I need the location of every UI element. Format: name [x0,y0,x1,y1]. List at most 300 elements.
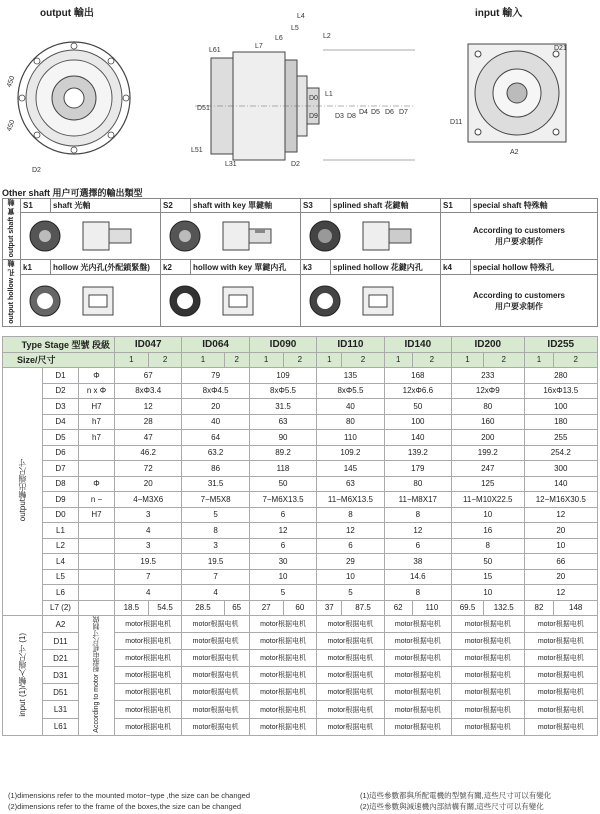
value-cell: 4−M3X6 [115,492,182,508]
table-row [3,554,598,570]
value-cell: 8xΦ5.5 [317,383,384,399]
k1-code: k1 [21,260,51,275]
value-cell: 63.2 [182,445,249,461]
row-name: D31 [43,667,79,684]
value-cell: 148 [554,600,598,616]
model-id200: ID200 [452,337,525,353]
value-cell: 4 [115,585,182,601]
value-cell: 12 [524,585,597,601]
stage-cell: 1 [182,352,224,368]
motor-cell: motor根据电机 [452,616,525,633]
row-unit: Φ [79,368,115,384]
value-cell: 65 [224,600,249,616]
table-row [3,585,598,601]
row-unit [79,585,115,601]
motor-cell: motor根据电机 [384,667,451,684]
motor-cell: motor根据电机 [182,650,249,667]
value-cell: 199.2 [452,445,525,461]
table-row [3,523,598,539]
motor-cell: motor根据电机 [524,701,597,718]
value-cell: 90 [249,430,316,446]
value-cell: 3 [115,507,182,523]
motor-cell: motor根据电机 [524,667,597,684]
table-row [3,461,598,477]
value-cell: 82 [524,600,554,616]
s4-name: special shaft 特殊軸 [471,199,598,213]
motor-cell: motor根据电机 [115,650,182,667]
value-cell: 8 [384,507,451,523]
stage-cell: 2 [224,352,249,368]
value-cell: 37 [317,600,342,616]
k2-name: hollow with key 單鍵内孔 [191,260,301,275]
value-cell: 63 [249,414,316,430]
motor-cell: motor根据电机 [524,718,597,735]
shaft-s2-image [161,212,301,259]
k3-name: splined hollow 花鍵内孔 [331,260,441,275]
row-unit [79,538,115,554]
value-cell: 8xΦ4.5 [182,383,249,399]
dim-d51: D51 [197,105,210,112]
value-cell: 87.5 [342,600,384,616]
motor-cell: motor根据电机 [384,718,451,735]
row-unit: H7 [79,507,115,523]
value-cell: 80 [317,414,384,430]
dim-l5: L5 [291,25,299,32]
motor-cell: motor根据电机 [249,718,316,735]
dim-45-a: 450 [5,75,17,89]
size-header: Size/尺寸 [3,352,115,368]
table-row-input [3,616,598,633]
value-cell: 4 [182,585,249,601]
value-cell: 300 [524,461,597,477]
row-unit: h7 [79,414,115,430]
stage-cell: 1 [452,352,484,368]
motor-cell: motor根据电机 [317,684,384,701]
k4-code: k4 [441,260,471,275]
value-cell: 54.5 [148,600,182,616]
motor-cell: motor根据电机 [182,667,249,684]
value-cell: 31.5 [249,399,316,415]
value-cell: 47 [115,430,182,446]
row-name: L2 [43,538,79,554]
dim-d9: D9 [309,113,318,120]
dim-d2-side: D2 [291,161,300,168]
row-name: D2 [43,383,79,399]
motor-cell: motor根据电机 [115,718,182,735]
s4-code: S1 [441,199,471,213]
value-cell: 139.2 [384,445,451,461]
value-cell: 4 [115,523,182,539]
value-cell: 16xΦ13.5 [524,383,597,399]
dim-a2: A2 [510,149,519,156]
row-unit [79,461,115,477]
value-cell: 255 [524,430,597,446]
value-cell: 3 [182,538,249,554]
model-id064: ID064 [182,337,249,353]
motor-cell: motor根据电机 [182,684,249,701]
value-cell: 12 [115,399,182,415]
value-cell: 46.2 [115,445,182,461]
value-cell: 27 [249,600,283,616]
dim-45-b: 450 [5,119,17,133]
motor-cell: motor根据电机 [249,667,316,684]
value-cell: 132.5 [483,600,524,616]
value-cell: 5 [317,585,384,601]
value-cell: 15 [452,569,525,585]
row-name: D11 [43,633,79,650]
value-cell: 8 [384,585,451,601]
motor-cell: motor根据电机 [249,650,316,667]
motor-cell: motor根据电机 [452,650,525,667]
other-shaft-table [2,198,598,327]
table-row [3,368,598,384]
row-name: D3 [43,399,79,415]
value-cell: 38 [384,554,451,570]
value-cell: 18.5 [115,600,149,616]
value-cell: 100 [524,399,597,415]
row-unit: H7 [79,399,115,415]
note-cn-2: (2)這些參數與減速機內部結構有關,這些尺寸可以有變化 [360,802,544,811]
value-cell: 110 [412,600,451,616]
value-cell: 5 [182,507,249,523]
motor-cell: motor根据电机 [384,616,451,633]
row-name: L4 [43,554,79,570]
value-cell: 8 [317,507,384,523]
row-name: D6 [43,445,79,461]
value-cell: 62 [384,600,412,616]
hollow-k2-image [161,275,301,327]
motor-cell: motor根据电机 [317,633,384,650]
table-row [3,414,598,430]
output-side-drawing [175,10,440,180]
row-name: D21 [43,650,79,667]
motor-cell: motor根据电机 [317,667,384,684]
dim-d11: D11 [450,119,463,126]
value-cell: 280 [524,368,597,384]
value-cell: 50 [249,476,316,492]
motor-cell: motor根据电机 [384,701,451,718]
motor-cell: motor根据电机 [182,718,249,735]
k4-name: special hollow 特殊孔 [471,260,598,275]
value-cell: 10 [524,538,597,554]
motor-cell: motor根据电机 [115,667,182,684]
value-cell: 80 [452,399,525,415]
row-name: D51 [43,684,79,701]
input-title: input 輸入 [475,8,523,19]
row-name: L7 (2) [43,600,79,616]
s2-code: S2 [161,199,191,213]
motor-cell: motor根据电机 [115,684,182,701]
dim-d0: D0 [309,95,318,102]
stage-cell: 1 [524,352,554,368]
motor-cell: motor根据电机 [115,616,182,633]
row-name: D0 [43,507,79,523]
notes-chinese [360,790,551,812]
motor-cell: motor根据电机 [524,684,597,701]
stage-cell: 2 [148,352,182,368]
row-unit [79,600,115,616]
output-group-label: output輸出端尺寸 [3,368,43,616]
model-id110: ID110 [317,337,384,353]
value-cell: 160 [452,414,525,430]
value-cell: 7−M6X13.5 [249,492,316,508]
value-cell: 50 [384,399,451,415]
dim-l61: L61 [209,47,221,54]
motor-cell: motor根据电机 [182,616,249,633]
dim-d8: D8 [347,113,356,120]
motor-cell: motor根据电机 [384,684,451,701]
motor-cell: motor根据电机 [452,667,525,684]
notes-english [8,790,250,812]
value-cell: 64 [182,430,249,446]
solid-customer-text: According to customers 用户要求制作 [441,212,598,259]
table-row [3,569,598,585]
value-cell: 7 [115,569,182,585]
dim-d2: D2 [32,167,41,174]
value-cell: 180 [524,414,597,430]
k2-code: k2 [161,260,191,275]
value-cell: 200 [452,430,525,446]
motor-cell: motor根据电机 [452,718,525,735]
value-cell: 125 [452,476,525,492]
row-unit [79,569,115,585]
hollow-shaft-label: output hollow 孔 軸 [3,260,21,327]
table-row [3,430,598,446]
model-id090: ID090 [249,337,316,353]
table-row [3,507,598,523]
dim-l4: L4 [297,13,305,20]
other-shaft-title: Other shaft 用户可選擇的輸出類型 [2,188,143,198]
s3-name: splined shaft 花鍵軸 [331,199,441,213]
value-cell: 29 [317,554,384,570]
value-cell: 6 [384,538,451,554]
value-cell: 3 [115,538,182,554]
motor-cell: motor根据电机 [384,633,451,650]
value-cell: 12xΦ9 [452,383,525,399]
row-name: L61 [43,718,79,735]
value-cell: 19.5 [115,554,182,570]
value-cell: 118 [249,461,316,477]
hollow-k1-image [21,275,161,327]
dim-l31: L31 [225,161,237,168]
motor-cell: motor根据电机 [249,701,316,718]
note-en-1: (1)dimensions refer to the mounted motor−type ,the size can be changed [8,791,251,800]
value-cell: 28 [115,414,182,430]
s1-name: shaft 光軸 [51,199,161,213]
value-cell: 63 [317,476,384,492]
motor-cell: motor根据电机 [452,633,525,650]
value-cell: 10 [452,507,525,523]
value-cell: 109 [249,368,316,384]
value-cell: 8xΦ3.4 [115,383,182,399]
s1-code: S1 [21,199,51,213]
value-cell: 20 [524,523,597,539]
value-cell: 7−M5X8 [182,492,249,508]
motor-cell: motor根据电机 [317,718,384,735]
row-name: D8 [43,476,79,492]
value-cell: 19.5 [182,554,249,570]
value-cell: 5 [249,585,316,601]
dim-d7: D7 [399,109,408,116]
value-cell: 80 [384,476,451,492]
model-id047: ID047 [115,337,182,353]
s3-code: S3 [301,199,331,213]
value-cell: 10 [249,569,316,585]
dim-d3: D3 [335,113,344,120]
input-drawing [450,30,595,165]
model-id140: ID140 [384,337,451,353]
input-group-label: input (1)/輸入端尺寸 (1) [3,616,43,736]
value-cell: 20 [115,476,182,492]
row-name: L6 [43,585,79,601]
value-cell: 79 [182,368,249,384]
value-cell: 10 [452,585,525,601]
dim-d6: D6 [385,109,394,116]
output-title: output 輸出 [40,8,94,19]
table-row [3,399,598,415]
dim-d5: D5 [371,109,380,116]
value-cell: 140 [524,476,597,492]
value-cell: 168 [384,368,451,384]
value-cell: 12xΦ6.6 [384,383,451,399]
value-cell: 31.5 [182,476,249,492]
value-cell: 254.2 [524,445,597,461]
s2-name: shaft with key 單鍵軸 [191,199,301,213]
dim-l6: L6 [275,35,283,42]
value-cell: 145 [317,461,384,477]
value-cell: 12 [249,523,316,539]
value-cell: 20 [524,569,597,585]
motor-cell: motor根据电机 [249,616,316,633]
value-cell: 89.2 [249,445,316,461]
value-cell: 8xΦ5.5 [249,383,316,399]
shaft-s1-image [21,212,161,259]
row-unit: h7 [79,430,115,446]
value-cell: 109.2 [317,445,384,461]
note-en-2: (2)dimensions refer to the frame of the boxes,the size can be changed [8,802,242,811]
value-cell: 6 [249,507,316,523]
value-cell: 40 [182,414,249,430]
value-cell: 16 [452,523,525,539]
value-cell: 11−M6X13.5 [317,492,384,508]
motor-cell: motor根据电机 [452,701,525,718]
stage-cell: 2 [412,352,451,368]
value-cell: 12−M16X30.5 [524,492,597,508]
value-cell: 7 [182,569,249,585]
value-cell: 12 [317,523,384,539]
value-cell: 110 [317,430,384,446]
row-name: D4 [43,414,79,430]
motor-cell: motor根据电机 [182,701,249,718]
stage-cell: 2 [483,352,524,368]
hollow-k3-image [301,275,441,327]
dim-l1: L1 [325,91,333,98]
dim-l7: L7 [255,43,263,50]
value-cell: 10 [317,569,384,585]
row-name: L1 [43,523,79,539]
value-cell: 140 [384,430,451,446]
stage-cell: 2 [342,352,384,368]
k1-name: hollow 光内孔(外配鎖緊盤) [51,260,161,275]
motor-cell: motor根据电机 [249,633,316,650]
value-cell: 67 [115,368,182,384]
motor-cell: motor根据电机 [115,633,182,650]
dim-d21: D21 [554,45,567,52]
motor-cell: motor根据电机 [524,616,597,633]
row-unit: n − [79,492,115,508]
dim-l51: L51 [191,147,203,154]
table-row [3,383,598,399]
value-cell: 72 [115,461,182,477]
value-cell: 233 [452,368,525,384]
stage-cell: 2 [554,352,598,368]
row-name: L5 [43,569,79,585]
value-cell: 60 [283,600,317,616]
dim-l2: L2 [323,33,331,40]
row-name: A2 [43,616,79,633]
value-cell: 14.6 [384,569,451,585]
hollow-customer-text: According to customers 用户要求制作 [441,275,598,327]
stage-cell: 2 [283,352,317,368]
row-unit [79,554,115,570]
motor-cell: motor根据电机 [115,701,182,718]
dim-d4: D4 [359,109,368,116]
row-unit [79,445,115,461]
value-cell: 247 [452,461,525,477]
value-cell: 6 [249,538,316,554]
stage-cell: 1 [249,352,283,368]
value-cell: 86 [182,461,249,477]
stage-cell: 1 [384,352,412,368]
motor-cell: motor根据电机 [524,650,597,667]
value-cell: 12 [384,523,451,539]
table-row [3,445,598,461]
motor-cell: motor根据电机 [249,684,316,701]
motor-cell: motor根据电机 [317,650,384,667]
shaft-s3-image [301,212,441,259]
table-row [3,538,598,554]
table-row-l7 [3,600,598,616]
row-unit [79,523,115,539]
motor-cell: motor根据电机 [384,650,451,667]
value-cell: 135 [317,368,384,384]
motor-cell: motor根据电机 [524,633,597,650]
model-id255: ID255 [524,337,597,353]
row-name: D1 [43,368,79,384]
value-cell: 28.5 [182,600,224,616]
row-unit: Φ [79,476,115,492]
motor-cell: motor根据电机 [452,684,525,701]
value-cell: 100 [384,414,451,430]
value-cell: 40 [317,399,384,415]
value-cell: 11−M10X22.5 [452,492,525,508]
value-cell: 8 [182,523,249,539]
value-cell: 8 [452,538,525,554]
value-cell: 66 [524,554,597,570]
table-row [3,476,598,492]
value-cell: 12 [524,507,597,523]
value-cell: 20 [182,399,249,415]
table-row [3,492,598,508]
solid-shaft-label: output shaft 實 軸 [3,199,21,260]
type-stage-header: Type Stage 型號 段級 [3,337,115,353]
value-cell: 179 [384,461,451,477]
row-unit: n x Φ [79,383,115,399]
value-cell: 6 [317,538,384,554]
stage-cell: 1 [115,352,149,368]
row-name: L31 [43,701,79,718]
value-cell: 30 [249,554,316,570]
